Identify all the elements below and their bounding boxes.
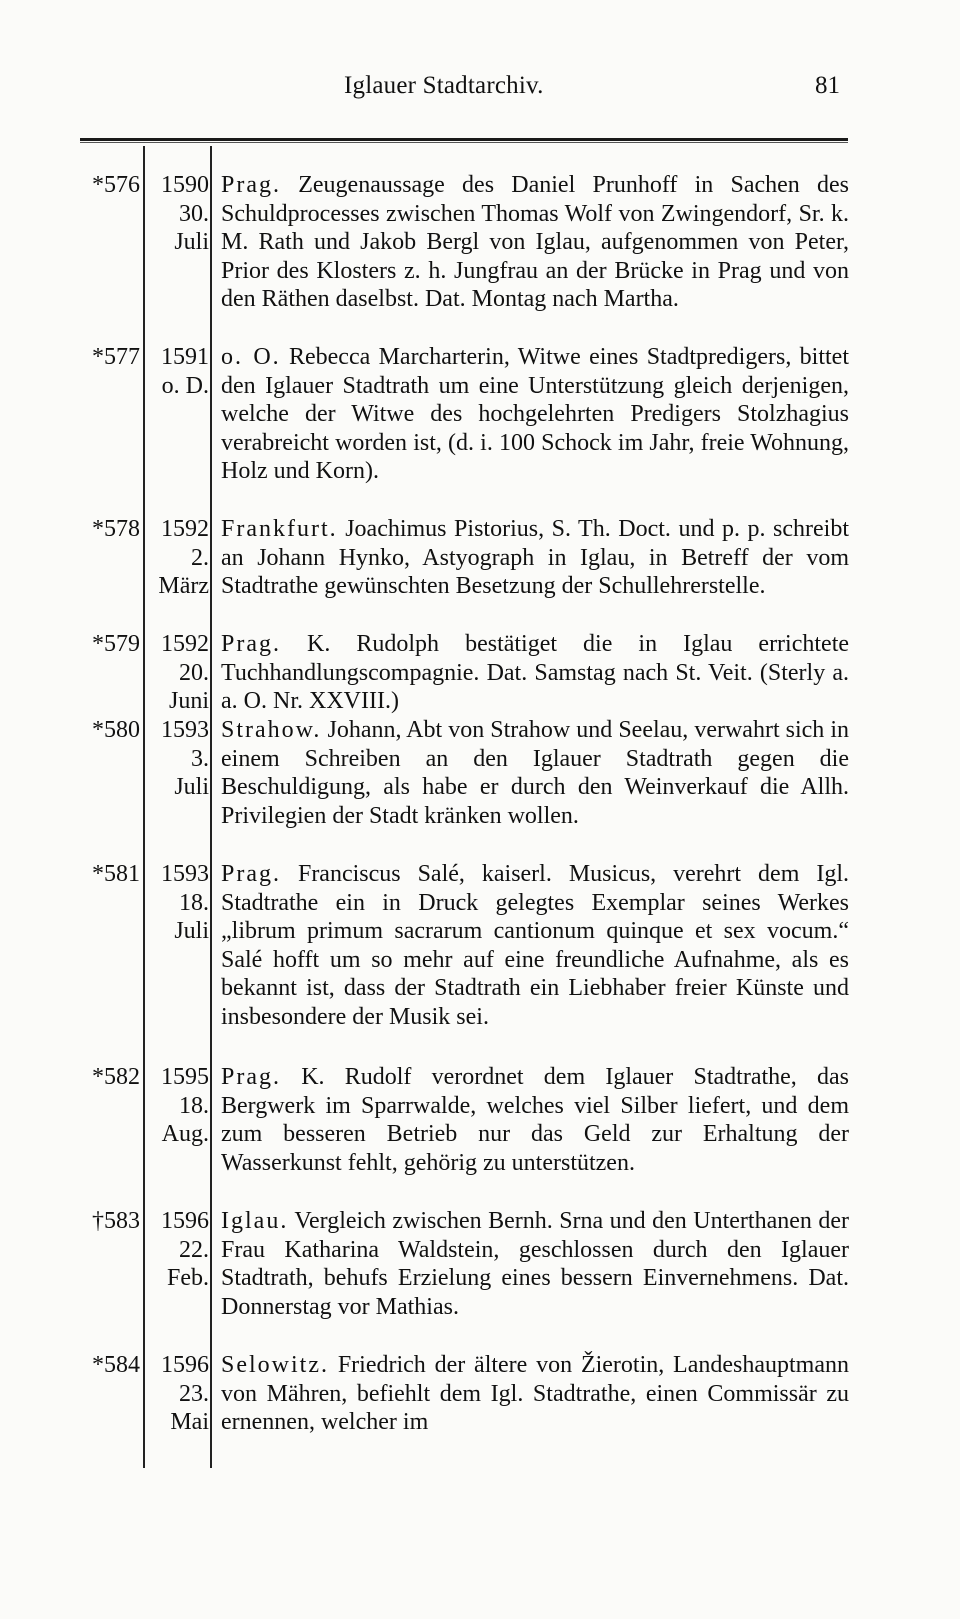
entry-year: 1592 bbox=[161, 516, 209, 542]
entry-place: o. O. bbox=[221, 344, 281, 370]
entry-month: Juli bbox=[174, 774, 209, 801]
entry-place: Prag. bbox=[221, 172, 281, 198]
entry-body: Joachimus Pistorius, S. Th. Doct. und p. p. schreibt an Johann Hynko, Astyograph in Iglau, in Betreff der vom Stadtrathe gewünschten Besetzung der Schullehrerstelle. bbox=[221, 516, 850, 600]
page-number: 81 bbox=[815, 72, 840, 99]
column-divider-date-text bbox=[210, 146, 212, 1468]
entry-year: 1593 bbox=[161, 861, 209, 887]
entry-date bbox=[141, 515, 209, 601]
entry-body: Friedrich der ältere von Žierotin, Landeshauptmann von Mähren, befiehlt dem Igl. Stadtrathe, einen Commissär zu ernennen, welcher im bbox=[221, 1352, 850, 1436]
entry-body: K. Rudolf verordnet dem Iglauer Stadtrathe, das Bergwerk im Sparrwalde, welches viel Silber liefert, und dem zum besseren Betrieb nur das Geld zur Erhaltung der Wasserkunst fehlt, gehörig zu unterstützen. bbox=[221, 1064, 850, 1176]
entry-place: Frankfurt. bbox=[221, 516, 338, 542]
entry-date bbox=[141, 630, 209, 716]
entry-text bbox=[221, 1063, 849, 1177]
entry-year: 1595 bbox=[161, 1064, 209, 1090]
entry-date bbox=[141, 1351, 209, 1437]
entry-text bbox=[221, 171, 849, 314]
entry-month: Mai bbox=[170, 1409, 209, 1436]
entry-text bbox=[221, 1351, 849, 1437]
entry-day: 2. bbox=[191, 544, 209, 571]
entry-date bbox=[141, 1063, 209, 1149]
entry-day: 23. bbox=[179, 1380, 209, 1407]
entry-day: 30. bbox=[179, 200, 209, 227]
entry-date bbox=[141, 343, 209, 400]
entry-date bbox=[141, 171, 209, 257]
entry-body: Johann, Abt von Strahow und Seelau, verwahrt sich in einem Schreiben an den Iglauer Stadtrath gegen die Beschuldigung, als habe er durch den Weinverkauf die Allh. Privilegien der Stadt kränken wollen. bbox=[221, 717, 850, 829]
entry-text bbox=[221, 1207, 849, 1321]
entry-month: Aug. bbox=[161, 1121, 209, 1148]
entry-date bbox=[141, 1207, 209, 1293]
entry-year: 1590 bbox=[161, 172, 209, 198]
entry-number: *581 bbox=[92, 861, 140, 887]
entry-month: Juni bbox=[168, 688, 209, 715]
entry-body: Rebecca Marcharterin, Witwe eines Stadtpredigers, bittet den Iglauer Stadtrath um eine Unterstützung gleich derjenigen, welche der Witwe des hochgelehrten Predigers Stolzhagius verabreicht worden ist, (d. i. 100 Schock im Jahr, freie Wohnung, Holz und Korn). bbox=[221, 344, 849, 485]
entry-place: Prag. bbox=[221, 1064, 281, 1090]
entry-month: Juli bbox=[174, 229, 209, 256]
entry-body: Vergleich zwischen Bernh. Srna und den Unterthanen der Frau Katharina Waldstein, geschlossen durch den Iglauer Stadtrath, behufs Erzielung eines bessern Einvernehmens. Dat. Donnerstag vor Mathias. bbox=[221, 1208, 849, 1320]
entry-day: 3. bbox=[191, 745, 209, 772]
header-rule bbox=[80, 138, 848, 141]
entry-year: 1592 bbox=[161, 631, 209, 657]
entry-date bbox=[141, 860, 209, 946]
entry-day: 20. bbox=[179, 659, 209, 686]
entry-month: März bbox=[158, 573, 209, 600]
entry-date bbox=[141, 716, 209, 802]
entry-day: 22. bbox=[179, 1236, 209, 1263]
entry-year: 1596 bbox=[161, 1208, 209, 1234]
entry-text bbox=[221, 630, 849, 716]
entry-day: 18. bbox=[179, 889, 209, 916]
entry-number: *578 bbox=[92, 516, 140, 542]
entry-place: Iglau. bbox=[221, 1208, 289, 1234]
entry-year: 1591 bbox=[161, 344, 209, 370]
entry-place: Prag. bbox=[221, 861, 281, 887]
entry-place: Strahow. bbox=[221, 717, 322, 743]
header-rule-thin bbox=[80, 142, 848, 143]
entry-month: Feb. bbox=[167, 1265, 209, 1292]
entry-number: *576 bbox=[92, 172, 140, 198]
entry-text bbox=[221, 515, 849, 601]
entry-text bbox=[221, 343, 849, 486]
entry-year: 1596 bbox=[161, 1352, 209, 1378]
entry-body: Zeugenaussage des Daniel Prunhoff in Sachen des Schuldprocesses zwischen Thomas Wolf von Zwingendorf, Sr. k. M. Rath und Jakob Bergl von Iglau, aufgenommen von Peter, Prior des Klosters z. h. Jungfrau an der Brücke in Prag und von den Räthen daselbst. Dat. Montag nach Martha. bbox=[221, 172, 850, 313]
running-header-title: Iglauer Stadtarchiv. bbox=[344, 72, 544, 99]
entry-day: o. D. bbox=[161, 372, 209, 399]
entry-number: *577 bbox=[92, 344, 140, 370]
entry-place: Selowitz. bbox=[221, 1352, 329, 1378]
entry-place: Prag. bbox=[221, 631, 281, 657]
entry-body: Franciscus Salé, kaiserl. Musicus, verehrt dem Igl. Stadtrathe ein in Druck gelegtes Exemplar seines Werkes „librum primum sacrarum cantionum quinque et sex vocum.“ Salé hofft um so mehr auf eine freundliche Aufnahme, als es bekannt ist, dass der Stadtrath ein Liebhaber freier Künste und insbesondere der Musik sei. bbox=[221, 861, 849, 1030]
entry-month: Juli bbox=[174, 918, 209, 945]
entry-number: *584 bbox=[92, 1352, 140, 1378]
entry-number: †583 bbox=[92, 1208, 140, 1234]
entry-day: 18. bbox=[179, 1092, 209, 1119]
entry-number: *580 bbox=[92, 717, 140, 743]
entry-year: 1593 bbox=[161, 717, 209, 743]
entry-number: *579 bbox=[92, 631, 140, 657]
entry-body: K. Rudolph bestätiget die in Iglau errichtete Tuchhandlungscompagnie. Dat. Samstag nach St. Veit. (Sterly a. a. O. Nr. XXVIII.) bbox=[221, 631, 850, 715]
entry-number: *582 bbox=[92, 1064, 140, 1090]
entry-text bbox=[221, 716, 849, 830]
entry-text bbox=[221, 860, 849, 1032]
